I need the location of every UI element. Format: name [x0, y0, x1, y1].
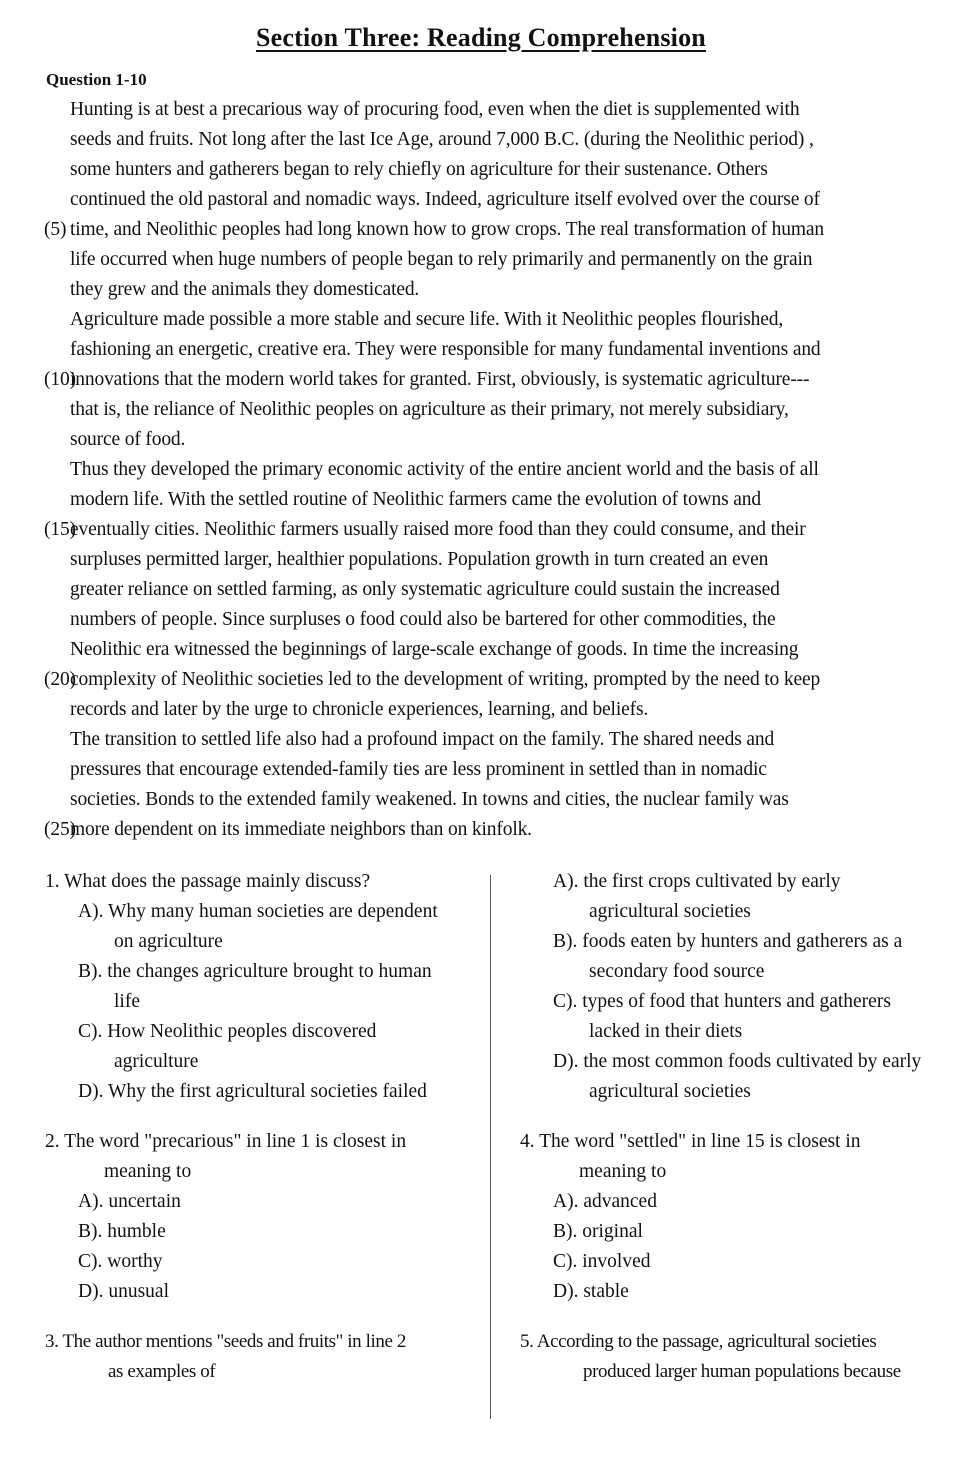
passage-line	[0, 635, 962, 665]
passage-line	[0, 485, 962, 515]
passage-line-text: some hunters and gatherers began to rely chiefly on agriculture for their sustenance. Others	[70, 159, 768, 181]
answer-option-label: D).	[553, 1051, 579, 1073]
answer-option-label: A).	[553, 1191, 579, 1213]
passage-line-text: that is, the reliance of Neolithic peoples on agriculture as their primary, not merely subsidiary,	[70, 399, 789, 421]
passage-line: (5) time, and Neolithic peoples had long known how to grow crops. The real transformation of human	[44, 219, 824, 241]
question-stem: 3. The author mentions "seeds and fruits" in line 2	[45, 1331, 406, 1353]
answer-option[interactable]	[30, 957, 480, 1017]
answer-option-label: C).	[78, 1021, 103, 1043]
answer-option-text: humble	[102, 1221, 166, 1243]
answer-option-text: uncertain	[103, 1191, 181, 1213]
question-stem: 2. The word "precarious" in line 1 is closest in	[45, 1131, 407, 1153]
passage-line-text: pressures that encourage extended-family ties are less prominent in settled than in nomadic	[70, 759, 767, 781]
passage-line-text: Agriculture made possible a more stable and secure life. With it Neolithic peoples flourished,	[70, 309, 784, 331]
passage-line	[0, 545, 962, 575]
passage-line: (20) complexity of Neolithic societies led to the development of writing, prompted by the need to keep	[44, 669, 821, 691]
answer-option-text-continuation: lacked in their diets	[589, 1021, 743, 1043]
answer-option[interactable]	[30, 1277, 480, 1307]
answer-option-label: B).	[553, 1221, 578, 1243]
answer-option-text: advanced	[578, 1191, 657, 1213]
passage-line-text: greater reliance on settled farming, as only systematic agriculture could sustain the increased	[70, 579, 780, 601]
answer-option[interactable]	[30, 1217, 480, 1247]
answer-option-label: C).	[553, 1251, 578, 1273]
passage-line-text: societies. Bonds to the extended family weakened. In towns and cities, the nuclear family was	[70, 789, 789, 811]
answer-option-text: stable	[578, 1281, 629, 1303]
passage-line-text: complexity of Neolithic societies led to the development of writing, prompted by the need to keep	[70, 669, 821, 691]
passage-line-text: The transition to settled life also had a profound impact on the family. The shared needs and	[70, 729, 775, 751]
answer-option-text: types of food that hunters and gatherers	[577, 991, 891, 1013]
passage-line	[0, 395, 962, 425]
answer-option[interactable]	[30, 1077, 480, 1107]
answer-option-label: C).	[553, 991, 578, 1013]
passage-line-text: seeds and fruits. Not long after the last Ice Age, around 7,000 B.C. (during the Neolithic period) ,	[70, 129, 814, 151]
passage-line: (15) eventually cities. Neolithic farmers usually raised more food than they could consume, and their	[44, 519, 806, 541]
answer-option-text-continuation: agricultural societies	[589, 901, 751, 923]
answer-option[interactable]	[505, 1217, 955, 1247]
questions-column-right	[505, 867, 955, 1407]
answer-option[interactable]	[505, 1187, 955, 1217]
question-stem-continuation: produced larger human populations because	[583, 1361, 901, 1383]
passage-line	[0, 95, 962, 125]
passage-line	[0, 695, 962, 725]
answer-option-label: B).	[78, 961, 103, 983]
answer-option-label: B).	[78, 1221, 103, 1243]
answer-option-text-continuation: secondary food source	[589, 961, 765, 983]
question-block	[30, 867, 480, 1107]
passage-line	[0, 245, 962, 275]
question-block	[505, 1127, 955, 1307]
reading-passage	[0, 95, 962, 845]
answer-option-text-continuation: agriculture	[114, 1051, 199, 1073]
answer-option-text: worthy	[102, 1251, 163, 1273]
passage-line	[0, 125, 962, 155]
answer-option-text: original	[577, 1221, 643, 1243]
passage-line-text: continued the old pastoral and nomadic ways. Indeed, agriculture itself evolved over the course of	[70, 189, 820, 211]
answer-option[interactable]	[505, 987, 955, 1047]
question-block	[505, 867, 955, 1107]
answer-option[interactable]	[30, 1187, 480, 1217]
question-block	[30, 1127, 480, 1307]
passage-line-text: they grew and the animals they domesticated.	[70, 279, 420, 301]
answer-option[interactable]	[30, 1017, 480, 1077]
column-divider	[490, 875, 491, 1419]
answer-option-text: Why the first agricultural societies failed	[103, 1081, 427, 1103]
answer-option-text: unusual	[103, 1281, 169, 1303]
answer-option-text: the changes agriculture brought to human	[102, 961, 432, 983]
passage-line-text: fashioning an energetic, creative era. They were responsible for many fundamental inventions and	[70, 339, 821, 361]
answer-option-label: D).	[78, 1281, 104, 1303]
question-stem: 4. The word "settled" in line 15 is closest in	[520, 1131, 861, 1153]
passage-line	[0, 425, 962, 455]
answer-option-label: D).	[78, 1081, 104, 1103]
answer-option-text: the first crops cultivated by early	[578, 871, 841, 893]
answer-option[interactable]	[505, 1247, 955, 1277]
answer-option-text: Why many human societies are dependent	[103, 901, 438, 923]
passage-line-text: more dependent on its immediate neighbors than on kinfolk.	[70, 819, 532, 841]
question-stem: 5. According to the passage, agricultural societies	[520, 1331, 877, 1353]
passage-line	[0, 185, 962, 215]
question-range-heading: Question 1-10	[46, 69, 147, 89]
passage-line	[0, 455, 962, 485]
answer-option[interactable]	[505, 1277, 955, 1307]
answer-option[interactable]	[505, 927, 955, 987]
passage-line	[0, 335, 962, 365]
passage-line	[0, 305, 962, 335]
answer-option-text-continuation: on agriculture	[114, 931, 223, 953]
answer-option-label: A).	[78, 1191, 104, 1213]
passage-line: (25) more dependent on its immediate neighbors than on kinfolk.	[44, 819, 532, 841]
answer-option-label: A).	[78, 901, 104, 923]
passage-line: (10) innovations that the modern world takes for granted. First, obviously, is systematic agriculture---	[44, 369, 810, 391]
passage-line	[0, 605, 962, 635]
passage-line-text: Hunting is at best a precarious way of procuring food, even when the diet is supplemented with	[70, 99, 800, 121]
passage-line-text: surpluses permitted larger, healthier populations. Population growth in turn created an even	[70, 549, 769, 571]
passage-line-text: Neolithic era witnessed the beginnings of large-scale exchange of goods. In time the increasing	[70, 639, 799, 661]
answer-option[interactable]	[30, 1247, 480, 1277]
answer-option-text-continuation: life	[114, 991, 140, 1013]
questions-section	[0, 867, 962, 1427]
answer-option-label: C).	[78, 1251, 103, 1273]
passage-line	[0, 785, 962, 815]
answer-option-label: B).	[553, 931, 578, 953]
passage-line-text: Thus they developed the primary economic activity of the entire ancient world and the basis of all	[70, 459, 819, 481]
page-title: Section Three: Reading Comprehension	[256, 23, 706, 52]
question-block	[30, 1327, 480, 1387]
passage-line-text: innovations that the modern world takes for granted. First, obviously, is systematic agriculture---	[70, 369, 810, 391]
answer-option[interactable]	[505, 1047, 955, 1107]
question-stem: 1. What does the passage mainly discuss?	[45, 871, 371, 893]
passage-line-text: eventually cities. Neolithic farmers usually raised more food than they could consume, and their	[70, 519, 806, 541]
answer-option-text-continuation: agricultural societies	[589, 1081, 751, 1103]
answer-option-text: involved	[577, 1251, 651, 1273]
passage-line	[0, 155, 962, 185]
answer-option-label: A).	[553, 871, 579, 893]
answer-option-text: the most common foods cultivated by early	[578, 1051, 922, 1073]
passage-line-text: life occurred when huge numbers of people began to rely primarily and permanently on the grain	[70, 249, 813, 271]
question-block	[505, 1327, 955, 1387]
passage-line	[0, 575, 962, 605]
answer-option[interactable]	[30, 897, 480, 957]
passage-line	[0, 275, 962, 305]
answer-option[interactable]	[505, 867, 955, 927]
question-stem-continuation: meaning to	[104, 1161, 192, 1183]
passage-line-text: numbers of people. Since surpluses o food could also be bartered for other commodities, the	[70, 609, 776, 631]
question-stem-continuation: as examples of	[108, 1361, 216, 1383]
passage-line	[0, 755, 962, 785]
question-stem-continuation: meaning to	[579, 1161, 667, 1183]
answer-option-text: foods eaten by hunters and gatherers as a	[577, 931, 903, 953]
passage-line	[0, 725, 962, 755]
questions-column-left	[30, 867, 480, 1407]
passage-line-text: time, and Neolithic peoples had long known how to grow crops. The real transformation of human	[70, 219, 824, 241]
passage-line-text: modern life. With the settled routine of Neolithic farmers came the evolution of towns and	[70, 489, 761, 511]
answer-option-label: D).	[553, 1281, 579, 1303]
answer-option-text: How Neolithic peoples discovered	[102, 1021, 377, 1043]
passage-line-text: source of food.	[70, 429, 186, 451]
passage-line-text: records and later by the urge to chronicle experiences, learning, and beliefs.	[70, 699, 649, 721]
